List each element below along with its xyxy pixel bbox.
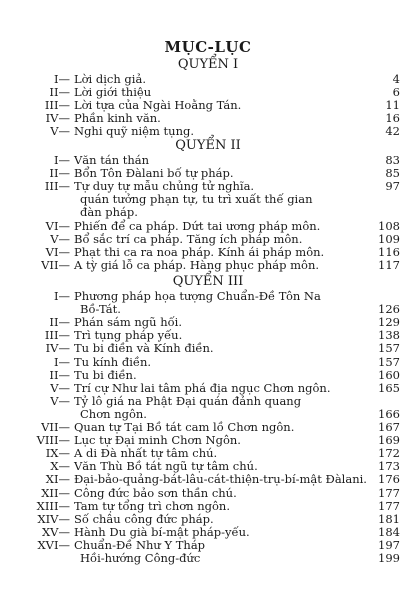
entry-title: Bổn Tôn Đàlani bố tự pháp. xyxy=(74,166,234,181)
toc-entry xyxy=(0,539,416,552)
entry-number: I— xyxy=(53,153,70,167)
toc-entry xyxy=(0,233,416,246)
toc-entry xyxy=(0,303,416,316)
entry-number: VII— xyxy=(41,257,70,272)
entry-page-number: 157 xyxy=(378,354,400,369)
toc-entry xyxy=(0,382,416,395)
entry-title: Bồ-Tát. xyxy=(80,302,121,317)
entry-title: Hồi-hướng Công-đức xyxy=(80,551,201,565)
entry-title: Phán sám ngũ hối. xyxy=(74,315,182,330)
entry-title: Tu bi điền. xyxy=(74,367,137,382)
toc-entry xyxy=(0,342,416,355)
entry-title: Quan tự Tại Bồ tát cam lồ Chơn ngôn. xyxy=(74,420,295,434)
toc-entry xyxy=(0,206,416,219)
entry-number: VI— xyxy=(45,244,70,259)
entry-number: IV— xyxy=(45,111,70,126)
toc-entry xyxy=(0,395,416,408)
entry-title: Chơn ngôn. xyxy=(80,406,147,421)
entry-title: Hành Du già bí-mật pháp-yếu. xyxy=(74,524,250,539)
entry-number: III— xyxy=(44,98,70,113)
toc-entry xyxy=(0,460,416,473)
toc-entry xyxy=(0,86,416,99)
toc-entry xyxy=(0,154,416,167)
entry-number: I— xyxy=(53,289,70,303)
entry-page-number: 83 xyxy=(385,153,400,167)
entry-page-number: 138 xyxy=(378,328,400,343)
volume-heading: QUYỂN III xyxy=(172,274,244,289)
entry-number: II— xyxy=(49,85,70,100)
toc-entry xyxy=(0,526,416,539)
entry-page-number: 42 xyxy=(385,124,400,139)
toc-entry xyxy=(0,329,416,342)
entry-page-number: 177 xyxy=(378,485,400,500)
entry-page-number: 117 xyxy=(378,257,400,272)
entry-page-number: 97 xyxy=(385,179,400,194)
page-title: MỤC-LỤC xyxy=(164,38,252,56)
toc-entry xyxy=(0,513,416,526)
toc-entry xyxy=(0,73,416,86)
entry-title: Phần kinh văn. xyxy=(74,111,161,126)
entry-title: Tu bi điền và Kính điền. xyxy=(74,341,214,356)
entry-title: Phiến để ca pháp. Dứt tai ương pháp môn. xyxy=(74,218,321,233)
toc-entry xyxy=(0,125,416,138)
entry-page-number: 181 xyxy=(378,511,400,526)
toc-entry xyxy=(0,220,416,233)
entry-number: XIII— xyxy=(36,498,70,513)
entry-page-number: 199 xyxy=(378,551,400,565)
toc-entry xyxy=(0,112,416,125)
entry-number: IV— xyxy=(45,341,70,356)
volume-heading: QUYỂN I xyxy=(177,57,239,72)
entry-page-number: 11 xyxy=(385,98,400,113)
entry-title: A di Đà nhất tự tâm chú. xyxy=(74,446,218,461)
toc-entry xyxy=(0,290,416,303)
entry-title: Tỷ lô giá na Phật Đại quán đảnh quang xyxy=(74,393,302,408)
entry-number: II— xyxy=(49,166,70,181)
entry-page-number: 108 xyxy=(378,218,400,233)
entry-title: Bổ sắc trí ca pháp. Tăng ích pháp môn. xyxy=(74,231,303,246)
entry-page-number: 166 xyxy=(378,406,400,421)
entry-title: Văn tán thán xyxy=(74,153,150,167)
volume-heading: QUYỂN II xyxy=(175,138,241,153)
entry-title: A tỳ giá lỗ ca pháp. Hàng phục pháp môn. xyxy=(74,257,320,272)
entry-page-number: 169 xyxy=(378,433,400,448)
entry-page-number: 167 xyxy=(378,420,400,434)
toc-entry xyxy=(0,487,416,500)
toc-entry xyxy=(0,421,416,434)
toc-entry xyxy=(0,356,416,369)
entry-number: III— xyxy=(44,179,70,194)
entry-number: I— xyxy=(53,72,70,86)
entry-title: Lời dịch giả. xyxy=(74,72,146,86)
entry-number: IX— xyxy=(45,446,70,461)
entry-number: III— xyxy=(44,328,70,343)
entry-page-number: 126 xyxy=(378,302,400,317)
toc-entry xyxy=(0,434,416,447)
entry-page-number: 16 xyxy=(385,111,400,126)
entry-number: VIII— xyxy=(36,433,70,448)
toc-entry xyxy=(0,246,416,259)
entry-page-number: 177 xyxy=(378,498,400,513)
entry-number: V— xyxy=(50,393,70,408)
entry-number: V— xyxy=(50,124,70,139)
toc-entry xyxy=(0,259,416,272)
entry-page-number: 176 xyxy=(378,472,400,487)
toc-entry xyxy=(0,473,416,486)
entry-page-number: 160 xyxy=(378,367,400,382)
toc-entry xyxy=(0,99,416,112)
entry-title: Tự duy tự mẫu chủng tử nghĩa. xyxy=(74,179,255,194)
toc-entry xyxy=(0,408,416,421)
entry-page-number: 116 xyxy=(378,244,400,259)
entry-number: VII— xyxy=(41,420,70,434)
toc-entry xyxy=(0,500,416,513)
entry-title: Công đức bảo sơn thần chú. xyxy=(74,485,237,500)
entry-number: V— xyxy=(50,380,70,395)
entry-page-number: 6 xyxy=(392,85,400,100)
entry-title: đàn pháp. xyxy=(80,205,138,220)
entry-title: quán tưởng phạn tự, tu trì xuất thế gian xyxy=(80,192,313,207)
entry-number: X— xyxy=(50,459,70,474)
entry-title: Tam tự tổng trì chơn ngôn. xyxy=(74,498,230,513)
entry-number: II— xyxy=(49,315,70,330)
entry-number: XI— xyxy=(45,472,70,487)
entry-title: Phạt thi ca ra noa pháp. Kính ái pháp môn. xyxy=(74,244,325,259)
entry-title: Văn Thù Bồ tát ngũ tự tâm chú. xyxy=(74,459,258,474)
toc-entry xyxy=(0,193,416,206)
entry-page-number: 197 xyxy=(378,537,400,552)
entry-title: Chuẩn-Đề Như Y Tháp xyxy=(74,537,206,552)
entry-title: Lời tựa của Ngài Hoằng Tán. xyxy=(74,98,242,113)
entry-number: XV— xyxy=(42,524,70,539)
entry-number: V— xyxy=(50,231,70,246)
entry-title: Lục tự Đại minh Chơn Ngôn. xyxy=(74,433,241,448)
entry-page-number: 85 xyxy=(385,166,400,181)
entry-number: XVI— xyxy=(37,537,70,552)
entry-page-number: 165 xyxy=(378,380,400,395)
entry-page-number: 129 xyxy=(378,315,400,330)
entry-page-number: 4 xyxy=(392,72,400,86)
entry-title: Nghi quỹ niệm tụng. xyxy=(74,124,194,139)
entry-number: XII— xyxy=(41,485,70,500)
toc-entry xyxy=(0,167,416,180)
entry-page-number: 184 xyxy=(378,524,400,539)
toc-entry xyxy=(0,369,416,382)
entry-title: Lời giới thiệu xyxy=(74,85,152,100)
entry-title: Tu kính điền. xyxy=(74,354,152,369)
entry-title: Phương pháp họa tượng Chuẩn-Đề Tôn Na xyxy=(74,289,321,303)
entry-number: II— xyxy=(49,367,70,382)
toc-entry xyxy=(0,552,416,565)
entry-title: Số châu công đức pháp. xyxy=(74,511,214,526)
toc-entry xyxy=(0,316,416,329)
entry-title: Trí cự Như lai tâm phá địa ngục Chơn ngôn. xyxy=(74,380,331,395)
entry-number: I— xyxy=(53,354,70,369)
entry-number: XIV— xyxy=(37,511,70,526)
entry-page-number: 172 xyxy=(378,446,400,461)
toc-entry xyxy=(0,447,416,460)
entry-title: Đại-bảo-quảng-bát-lâu-cát-thiện-trụ-bí-mật Đàlani. xyxy=(74,472,367,487)
entry-number: VI— xyxy=(45,218,70,233)
entry-page-number: 109 xyxy=(378,231,400,246)
entry-page-number: 157 xyxy=(378,341,400,356)
entry-page-number: 173 xyxy=(378,459,400,474)
entry-title: Trì tụng pháp yếu. xyxy=(74,328,183,343)
toc-entry xyxy=(0,180,416,193)
